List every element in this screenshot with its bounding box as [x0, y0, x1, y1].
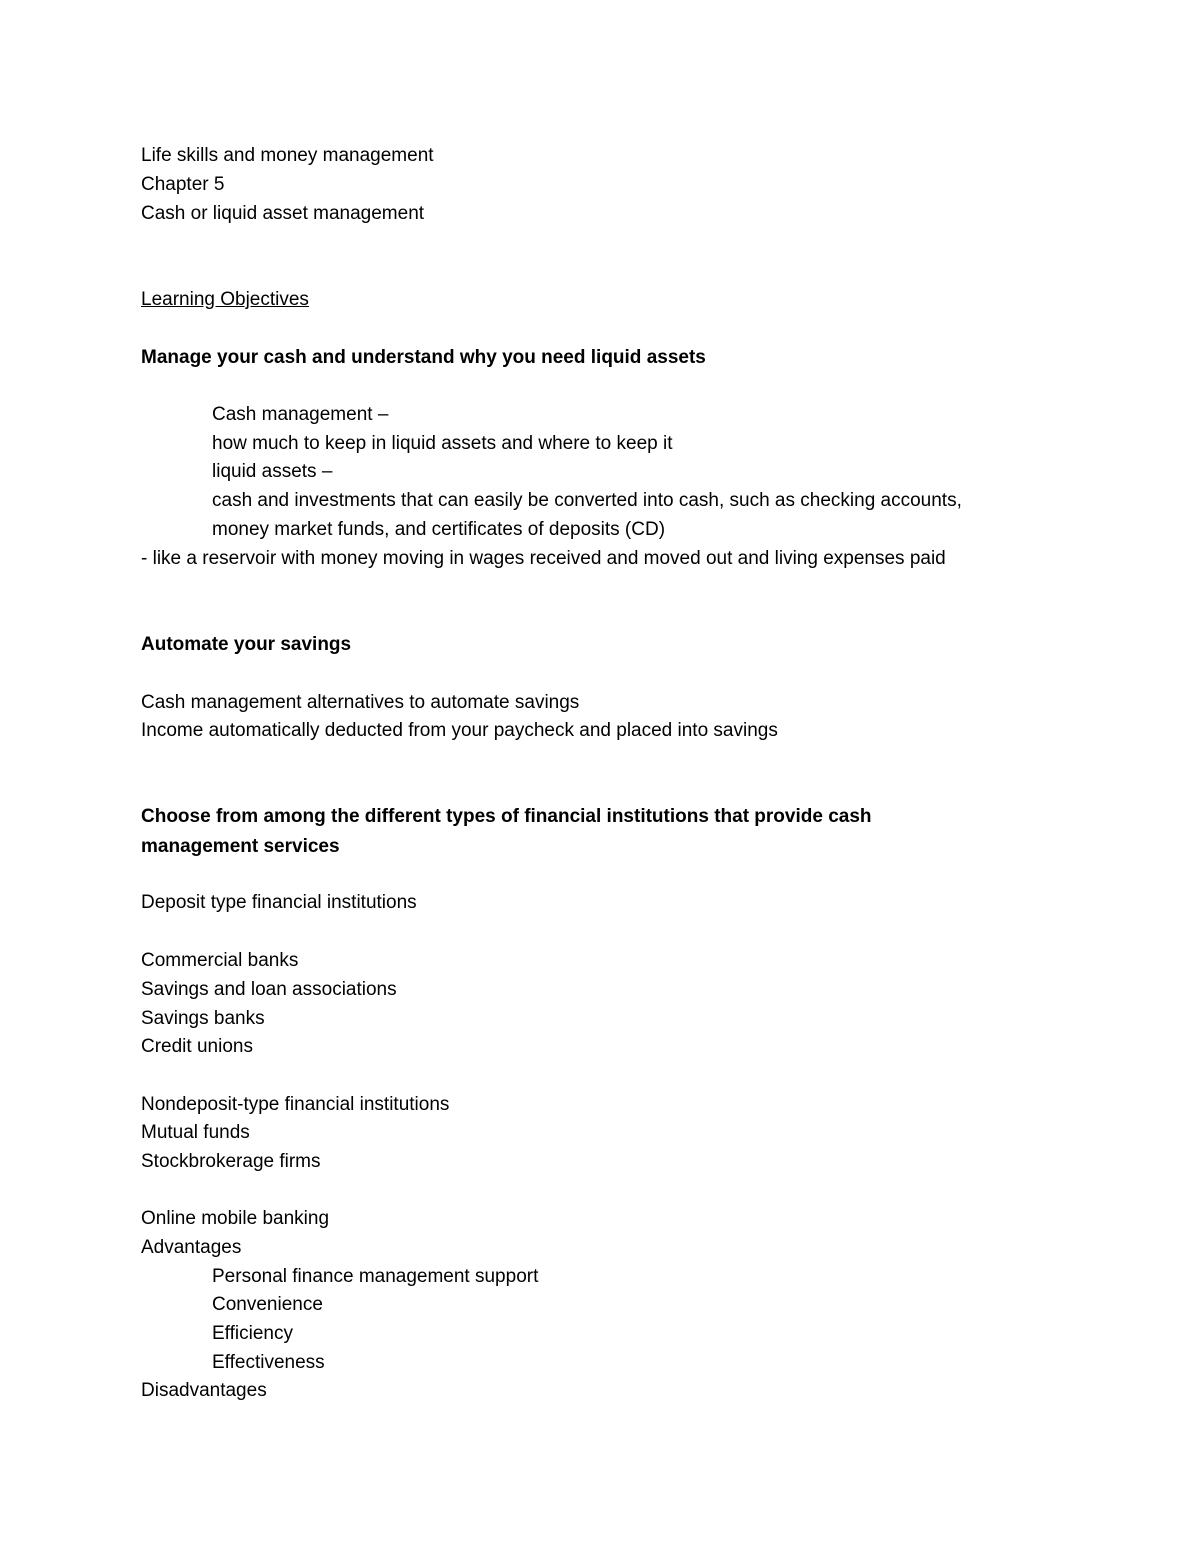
advantage-item: Efficiency	[212, 1323, 293, 1344]
list-item: Stockbrokerage firms	[141, 1151, 321, 1172]
advantage-item: Personal finance management support	[212, 1266, 539, 1287]
list-item: Credit unions	[141, 1036, 253, 1057]
list-item: Savings and loan associations	[141, 979, 397, 1000]
indented-line: how much to keep in liquid assets and where to keep it	[212, 433, 673, 454]
list-item: Savings banks	[141, 1008, 265, 1029]
advantage-item: Convenience	[212, 1294, 323, 1315]
indented-line: money market funds, and certificates of deposits (CD)	[212, 519, 666, 540]
body-line: Income automatically deducted from your paycheck and placed into savings	[141, 720, 778, 741]
indented-line: liquid assets –	[212, 461, 333, 482]
body-line: Cash management alternatives to automate savings	[141, 692, 580, 713]
course-title: Life skills and money management	[141, 145, 434, 166]
chapter-number: Chapter 5	[141, 174, 225, 195]
advantages-label: Advantages	[141, 1237, 242, 1258]
section-heading-institutions-cont: management services	[141, 836, 340, 857]
nondeposit-heading: Nondeposit-type financial institutions	[141, 1094, 450, 1115]
section-heading-automate-savings: Automate your savings	[141, 634, 352, 655]
reservoir-note: - like a reservoir with money moving in wages received and moved out and living expenses paid	[141, 548, 946, 569]
list-item: Commercial banks	[141, 950, 299, 971]
section-heading-manage-cash: Manage your cash and understand why you need liquid assets	[141, 347, 706, 368]
online-banking-heading: Online mobile banking	[141, 1208, 330, 1229]
deposit-heading: Deposit type financial institutions	[141, 892, 417, 913]
section-heading-institutions: Choose from among the different types of financial institutions that provide cash	[141, 806, 872, 827]
list-item: Mutual funds	[141, 1122, 250, 1143]
learning-objectives-heading: Learning Objectives	[141, 289, 309, 310]
disadvantages-label: Disadvantages	[141, 1380, 267, 1401]
advantage-item: Effectiveness	[212, 1352, 325, 1373]
indented-line: Cash management –	[212, 404, 389, 425]
indented-line: cash and investments that can easily be converted into cash, such as checking accounts,	[212, 490, 962, 511]
chapter-title: Cash or liquid asset management	[141, 203, 425, 224]
